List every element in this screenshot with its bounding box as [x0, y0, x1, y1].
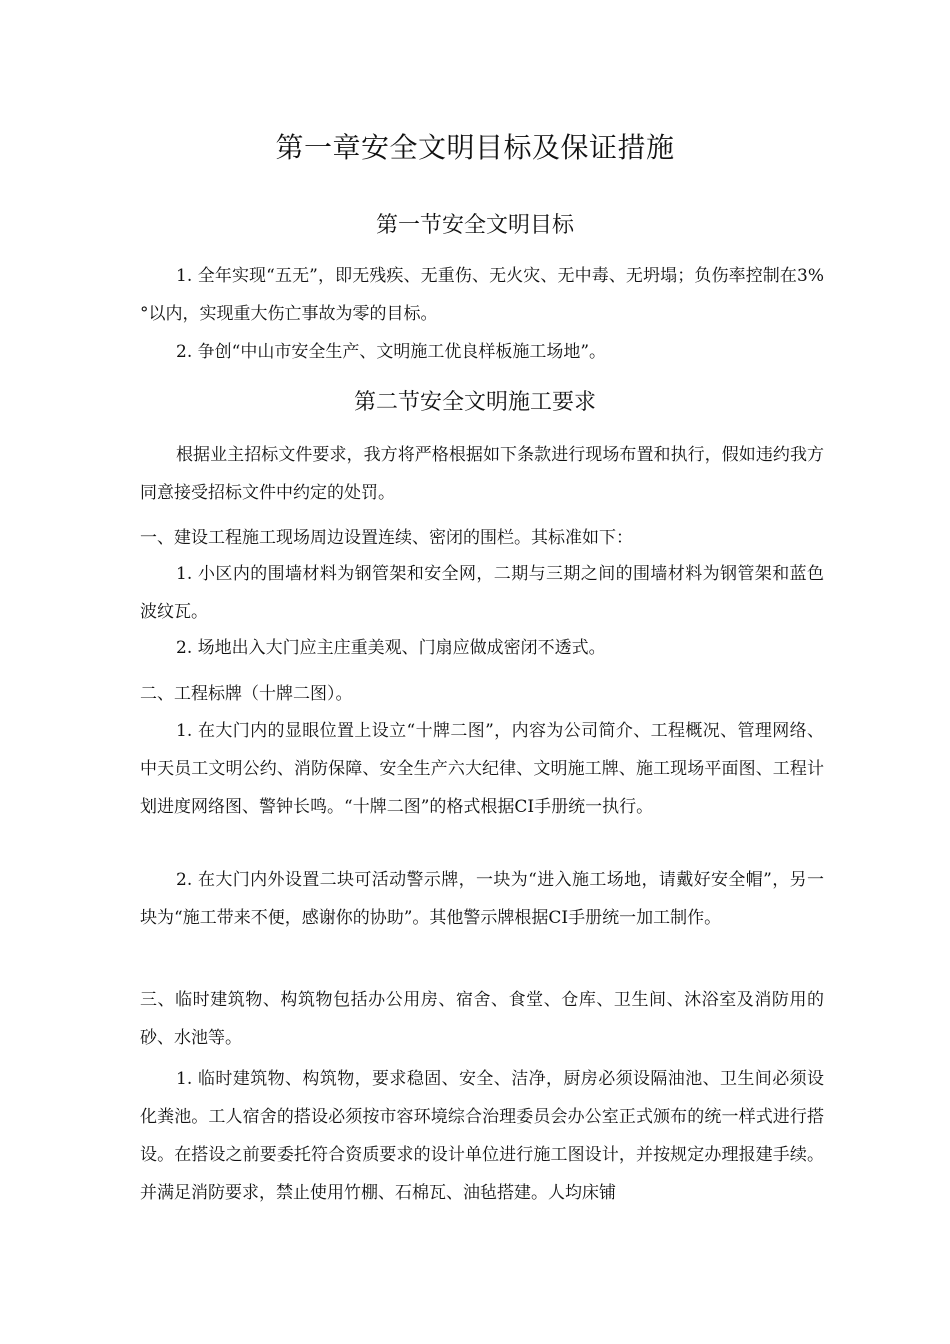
part1-heading: 一、建设工程施工现场周边设置连续、密闭的围栏。其标准如下：	[140, 528, 633, 548]
section-title-1: 第一节安全文明目标	[375, 213, 574, 238]
part1-item-2: 2. 场地出入大门应主庄重美观、门扇应做成密闭不透式。	[176, 638, 606, 658]
section2-intro: 根据业主招标文件要求，我方将严格根据如下条款进行现场布置和执行，假如违约我方同意接受招标文件中约定的处罚。	[140, 445, 824, 503]
part2-heading: 二、工程标牌（十牌二图）。	[140, 684, 353, 704]
part1-item-1: 1. 小区内的围墙材料为钢管架和安全网，二期与三期之间的围墙材料为钢管架和蓝色波纹瓦。	[140, 564, 824, 622]
chapter-title: 第一章安全文明目标及保证措施	[275, 131, 675, 164]
section-title-2: 第二节安全文明施工要求	[353, 390, 596, 415]
section1-item-1: 1. 全年实现“五无”，即无残疾、无重伤、无火灾、无中毒、无坍塌；负伤率控制在3%°以内，实现重大伤亡事故为零的目标。	[140, 266, 824, 324]
part2-item-1: 1. 在大门内的显眼位置上设立“十牌二图”，内容为公司简介、工程概况、管理网络、中天员工文明公约、消防保障、安全生产六大纪律、文明施工牌、施工现场平面图、工程计划进度网络图、警钟长鸣。“十牌二图”的格式根据CI手册统一执行。	[140, 721, 824, 817]
part3-item-1: 1. 临时建筑物、构筑物，要求稳固、安全、洁净，厨房必须设隔油池、卫生间必须设化粪池。工人宿舍的搭设必须按市容环境综合治理委员会办公室正式颁布的统一样式进行搭设。在搭设之前要委托符合资质要求的设计单位进行施工图设计，并按规定办理报建手续。并满足消防要求，禁止使用竹棚、石棉瓦、油毡搭建。人均床铺	[140, 1069, 824, 1203]
section1-item-2: 2. 争创“中山市安全生产、文明施工优良样板施工场地”。	[176, 342, 607, 362]
part3-heading: 三、临时建筑物、构筑物包括办公用房、宿舍、食堂、仓库、卫生间、沐浴室及消防用的砂、水池等。	[140, 990, 824, 1048]
part2-item-2: 2. 在大门内外设置二块可活动警示牌，一块为“进入施工场地，请戴好安全帽”，另一块为“施工带来不便，感谢你的协助”。其他警示牌根据CI手册统一加工制作。	[140, 870, 824, 928]
